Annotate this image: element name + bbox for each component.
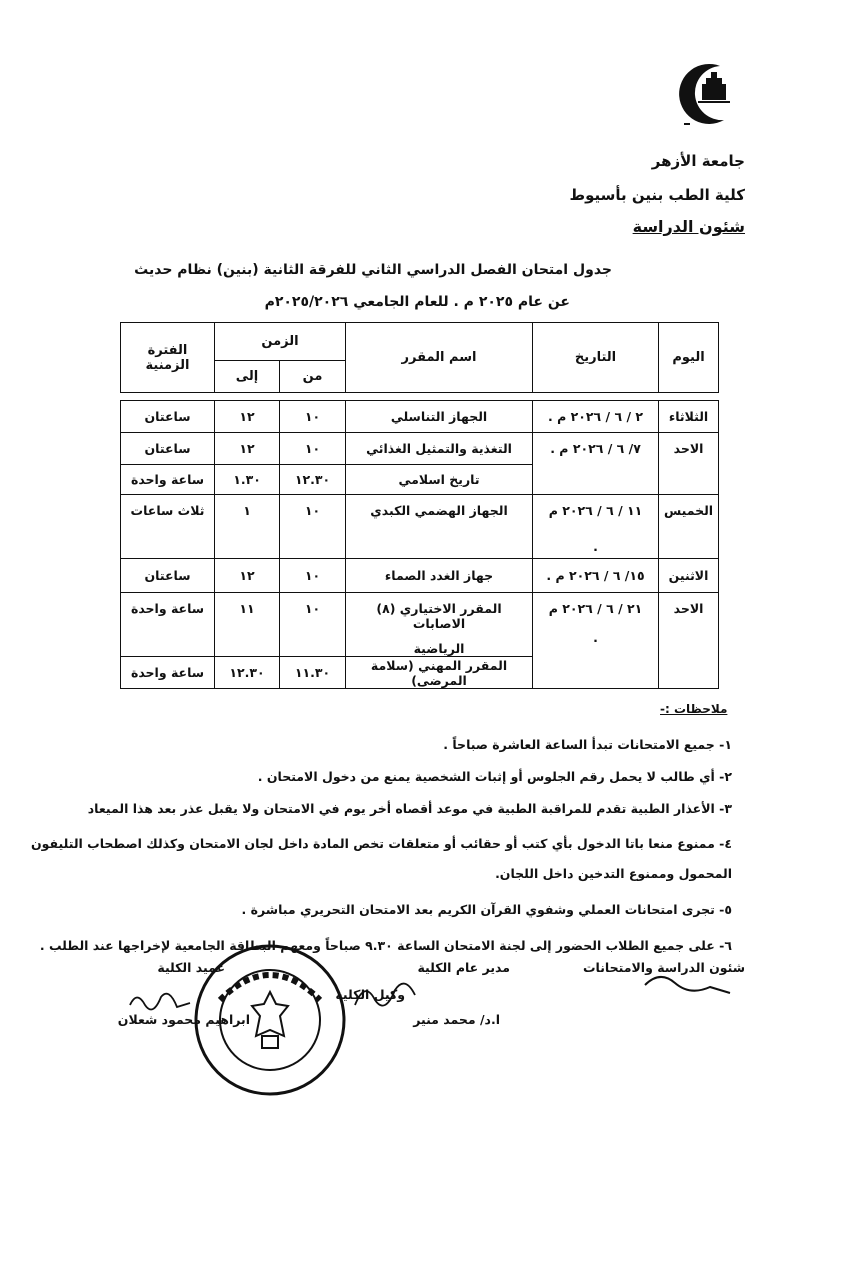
row-duration: ساعتان	[121, 401, 215, 433]
row-subject: الجهاز التناسلي	[346, 401, 533, 433]
row-subject: التغذية والتمثيل الغذائي	[346, 433, 533, 465]
note-2: ٢- أي طالب لا يحمل رقم الجلوس أو إثبات الشخصية يمنع من دخول الامتحان .	[257, 769, 732, 784]
signature-scribble-icon	[350, 975, 420, 1015]
row-to: ١	[215, 495, 280, 525]
row-day: الخميس	[659, 495, 719, 559]
row-date: ٢١ / ٦ / ٢٠٢٦ م	[548, 601, 643, 616]
row-day: الاثنين	[659, 559, 719, 593]
note-3: ٣- الأعذار الطبية تقدم للمراقبة الطبية في موعد أقصاه أخر يوم في الامتحان ولا يقبل عذر بعد هذا الميعاد	[87, 801, 732, 816]
row-from: ١١.٣٠	[280, 657, 346, 689]
table-row	[121, 433, 719, 465]
signature-vice-dean: وكيل الكلية	[335, 987, 405, 1002]
dean-name: ابراهيم محمود شعلان	[117, 1012, 250, 1027]
row-from: ١٠	[280, 401, 346, 433]
signature-dean: عميد الكلية	[157, 960, 225, 975]
row-subject-line2: الرياضية	[413, 641, 465, 656]
department-name: شئون الدراسة	[632, 217, 745, 236]
exam-schedule-table	[120, 322, 719, 689]
table-row	[121, 559, 719, 593]
row-to: ١٢.٣٠	[215, 657, 280, 689]
schedule-title: جدول امتحان الفصل الدراسي الثاني للفرقة الثانية (بنين) نظام حديث	[134, 262, 612, 278]
row-date-cell	[533, 593, 659, 689]
row-duration: ساعة واحدة	[121, 657, 215, 689]
row-subject: الجهاز الهضمي الكبدي	[346, 495, 533, 525]
row-duration: ساعتان	[121, 433, 215, 465]
signature-scribble-icon	[640, 965, 735, 1000]
signature-director: مدير عام الكلية	[417, 960, 510, 975]
row-duration: ساعة واحدة	[121, 465, 215, 495]
row-duration: ساعتان	[121, 559, 215, 593]
notes-heading: ملاحظات :-	[660, 702, 728, 716]
row-date: ٢ / ٦ / ٢٠٢٦ م .	[533, 401, 659, 433]
signature-affairs: شئون الدراسة والامتحانات	[582, 960, 745, 975]
note-5: ٥- تجرى امتحانات العملي وشفوي القرآن الكريم بعد الامتحان التحريري مباشرة .	[241, 902, 732, 917]
row-subject: جهاز الغدد الصماء	[346, 559, 533, 593]
row-subject: المقرر المهني (سلامة المرضى)	[346, 657, 533, 689]
row-to: ١١	[215, 593, 280, 657]
row-from: ١٠	[280, 593, 346, 657]
row-to: ١٢	[215, 433, 280, 465]
table-row	[121, 495, 719, 525]
note-6: ٦- على جميع الطلاب الحضور إلى لجنة الامتحان الساعة ٩.٣٠ صباحاً ومعهم البطاقة الجامعية لإخراجها عند الطلب .	[39, 938, 732, 953]
header-from: من	[280, 361, 346, 393]
header-duration: الفترة الزمنية	[121, 323, 215, 393]
table-row	[121, 401, 719, 433]
header-subject: اسم المقرر	[346, 323, 533, 393]
header-to: إلى	[215, 361, 280, 393]
header-time: الزمن	[215, 323, 346, 361]
row-day: الاحد	[659, 433, 719, 495]
university-name: جامعة الأزهر	[651, 152, 745, 170]
row-date: ١١ / ٦ / ٢٠٢٦ م	[533, 495, 659, 525]
table-row	[121, 593, 719, 657]
note-4: ٤- ممنوع منعا باتا الدخول بأي كتب أو حقائب أو متعلقات تخص المادة داخل لجان الامتحان وكذلك اصطحاب التليفون	[31, 836, 732, 851]
row-from: ١٠	[280, 495, 346, 525]
note-1: ١- جميع الامتحانات تبدأ الساعة العاشرة صباحاً .	[443, 737, 732, 752]
row-day: الثلاثاء	[659, 401, 719, 433]
signature-scribble-icon	[125, 985, 195, 1020]
row-subject: المقرر الاختياري (٨) الاصابات	[376, 601, 502, 631]
header-day: اليوم	[659, 323, 719, 393]
row-to: ١٢	[215, 559, 280, 593]
row-to: ١٢	[215, 401, 280, 433]
row-date-dot: .	[533, 525, 659, 559]
note-4-continued: المحمول وممنوع التدخين داخل اللجان.	[495, 866, 732, 881]
row-subject-cell	[346, 593, 533, 657]
vice-dean-name: ا.د/ محمد منير	[413, 1012, 500, 1027]
row-from: ١٢.٣٠	[280, 465, 346, 495]
row-date: ٧/ ٦ / ٢٠٢٦ م .	[533, 433, 659, 495]
header-date: التاريخ	[533, 323, 659, 393]
row-date-dot: .	[593, 630, 598, 645]
row-duration: ثلاث ساعات	[121, 495, 215, 525]
faculty-name: كلية الطب بنين بأسيوط	[569, 186, 745, 204]
row-from: ١٠	[280, 559, 346, 593]
row-subject: تاريخ اسلامي	[346, 465, 533, 495]
azhar-logo-icon	[662, 58, 750, 128]
row-day: الاحد	[659, 593, 719, 689]
schedule-subtitle: عن عام ٢٠٢٥ م . للعام الجامعي ٢٠٢٥/٢٠٢٦م	[264, 294, 570, 310]
row-date: ١٥/ ٦ / ٢٠٢٦ م .	[533, 559, 659, 593]
row-to: ١.٣٠	[215, 465, 280, 495]
row-duration: ساعة واحدة	[121, 593, 215, 657]
row-from: ١٠	[280, 433, 346, 465]
